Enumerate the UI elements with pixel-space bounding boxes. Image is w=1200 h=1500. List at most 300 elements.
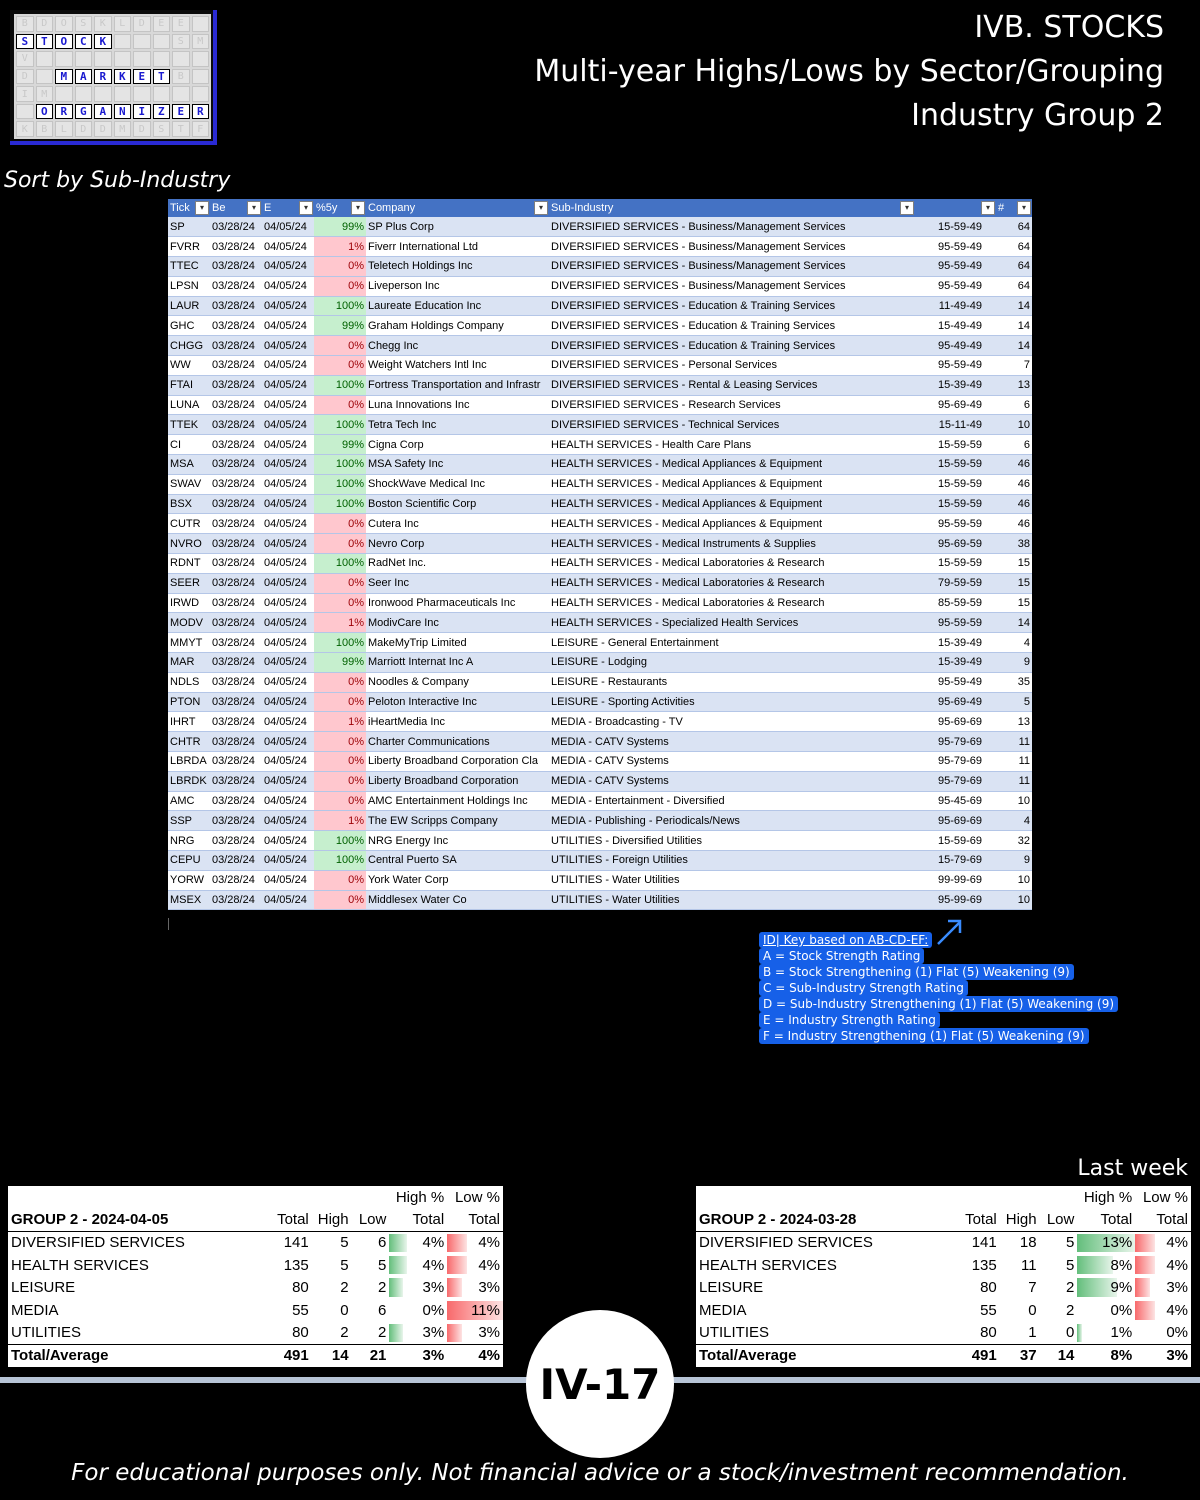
begin-date-cell: 03/28/24 [210,257,262,277]
logo-cell: D [133,16,151,32]
ticker-cell: FTAI [168,375,210,395]
ticker-cell: LBRDK [168,771,210,791]
id-key-cell: 15-39-49 [915,375,996,395]
logo-cell: A [94,104,112,120]
ticker-cell: LPSN [168,276,210,296]
company-cell: Liberty Broadband Corporation [366,771,549,791]
total-high: 37 [1000,1344,1040,1367]
total-count: 491 [262,1344,311,1367]
logo-cell: O [55,34,73,50]
company-cell: Charter Communications [366,732,549,752]
id-key-cell: 99-99-69 [915,870,996,890]
table-row [168,455,1032,475]
summary-header-row [8,1186,503,1209]
begin-date-cell: 03/28/24 [210,831,262,851]
id-key-cell: 15-59-49 [915,217,996,237]
column-header[interactable] [996,199,1032,217]
count-cell: 46 [996,474,1032,494]
low-pct-bar [1135,1254,1191,1277]
logo-cell: B [36,121,54,137]
id-key-cell: 11-49-49 [915,296,996,316]
percent-5y-cell: 99% [314,653,366,673]
sector-name: LEISURE [699,1279,764,1297]
end-date-cell: 04/05/24 [262,633,314,653]
sub-industry-cell: HEALTH SERVICES - Medical Appliances & Equipment [549,474,915,494]
low-pct-fill [447,1278,462,1297]
ticker-cell: TTEC [168,257,210,277]
summary-current [8,1186,503,1367]
ticker-cell: NDLS [168,672,210,692]
high-pct-header: High % [395,1188,445,1206]
count-cell: 14 [996,296,1032,316]
end-date-cell: 04/05/24 [262,692,314,712]
percent-5y-cell: 0% [314,573,366,593]
id-key-cell: 15-59-69 [915,831,996,851]
high-pct-bar [389,1254,447,1277]
low-pct-value: 4% [1166,1301,1188,1319]
table-row [168,296,1032,316]
sub-industry-cell: MEDIA - CATV Systems [549,732,915,752]
sub-industry-cell: UTILITIES - Water Utilities [549,890,915,910]
header-blank [8,1186,262,1209]
company-cell: Fortress Transportation and Infrastr [366,375,549,395]
company-cell: Nevro Corp [366,534,549,554]
count-cell: 14 [996,613,1032,633]
high-pct-bar [389,1299,447,1322]
count-cell: 46 [996,514,1032,534]
table-row [168,692,1032,712]
ticker-cell: CUTR [168,514,210,534]
count-cell: 10 [996,791,1032,811]
filter-dropdown-icon[interactable]: ▾ [299,201,313,215]
column-header-label: E [264,202,272,214]
percent-5y-cell: 0% [314,534,366,554]
ticker-cell: CI [168,435,210,455]
logo-cell: D [16,69,34,85]
filter-dropdown-icon[interactable]: ▾ [1017,201,1031,215]
begin-date-cell: 03/28/24 [210,296,262,316]
column-header[interactable] [210,199,262,217]
count-cell: 11 [996,732,1032,752]
ticker-cell: WW [168,356,210,376]
page-badge: IV-17 [526,1310,674,1458]
id-key-cell: 95-59-59 [915,613,996,633]
table-row [168,870,1032,890]
table-row [168,534,1032,554]
sub-industry-cell: LEISURE - Restaurants [549,672,915,692]
id-key-cell: 95-79-69 [915,771,996,791]
high-pct-value: 3% [422,1279,445,1297]
ticker-cell: SWAV [168,474,210,494]
sector-total: 135 [971,1256,997,1274]
begin-date-cell: 03/28/24 [210,494,262,514]
percent-5y-cell: 0% [314,336,366,356]
sub-industry-cell: DIVERSIFIED SERVICES - Business/Management Services [549,257,915,277]
filter-dropdown-icon[interactable]: ▾ [351,201,365,215]
low-pct-fill [1135,1234,1155,1252]
id-key-cell: 95-69-49 [915,395,996,415]
table-row [168,851,1032,871]
filter-dropdown-icon[interactable]: ▾ [534,201,548,215]
low-pct-value: 4% [478,1256,500,1274]
logo-cell: I [16,86,34,102]
total-low-pct: 3% [1135,1344,1191,1367]
end-date-cell: 04/05/24 [262,276,314,296]
logo-cell: S [16,34,34,50]
low-pct-total-header: Total [447,1209,503,1232]
sector-low: 6 [378,1301,387,1319]
begin-date-cell: 03/28/24 [210,870,262,890]
company-cell: Middlesex Water Co [366,890,549,910]
ticker-cell: RDNT [168,554,210,574]
high-pct-value: 4% [422,1234,445,1252]
sector-low: 5 [1066,1256,1075,1274]
percent-5y-cell: 100% [314,455,366,475]
sector-name: UTILITIES [11,1324,82,1342]
column-header[interactable] [915,199,996,217]
begin-date-cell: 03/28/24 [210,237,262,257]
count-cell: 38 [996,534,1032,554]
table-footer-gridlines [168,918,1032,930]
high-pct-fill [389,1278,402,1297]
low-pct-bar [447,1322,503,1345]
table-row [168,712,1032,732]
company-cell: Liveperson Inc [366,276,549,296]
low-pct-bar [447,1299,503,1322]
logo-cell: T [36,34,54,50]
sector-low: 0 [1066,1324,1075,1342]
filter-dropdown-icon[interactable]: ▾ [900,201,914,215]
logo-cell: N [114,104,132,120]
total-label: Total/Average [8,1344,262,1367]
title-line-3: Industry Group 2 [911,98,1164,133]
company-cell: NRG Energy Inc [366,831,549,851]
sub-industry-cell: MEDIA - Publishing - Periodicals/News [549,811,915,831]
sector-total: 141 [971,1234,997,1252]
logo-cell: I [133,104,151,120]
logo-cell: L [55,121,73,137]
ticker-cell: CHTR [168,732,210,752]
company-cell: Noodles & Company [366,672,549,692]
begin-date-cell: 03/28/24 [210,534,262,554]
ticker-cell: MODV [168,613,210,633]
logo-cell: K [94,34,112,50]
end-date-cell: 04/05/24 [262,455,314,475]
table-row [168,514,1032,534]
last-week-label: Last week [1077,1156,1188,1181]
begin-date-cell: 03/28/24 [210,455,262,475]
percent-5y-cell: 1% [314,613,366,633]
key-line: D = Sub-Industry Strengthening (1) Flat (5) Weakening (9) [759,996,1118,1012]
ticker-cell: SEER [168,573,210,593]
end-date-cell: 04/05/24 [262,435,314,455]
sort-label: Sort by Sub-Industry [4,168,231,193]
begin-date-cell: 03/28/24 [210,811,262,831]
summary-row [8,1299,503,1322]
count-cell: 64 [996,276,1032,296]
total-low: 14 [1040,1344,1078,1367]
begin-date-cell: 03/28/24 [210,375,262,395]
end-date-cell: 04/05/24 [262,217,314,237]
end-date-cell: 04/05/24 [262,237,314,257]
total-high-pct: 3% [389,1344,447,1367]
company-cell: Luna Innovations Inc [366,395,549,415]
id-key-cell: 15-11-49 [915,415,996,435]
sub-industry-cell: DIVERSIFIED SERVICES - Education & Training Services [549,336,915,356]
logo-cell [36,51,54,67]
end-date-cell: 04/05/24 [262,474,314,494]
table-row [168,375,1032,395]
sub-industry-cell: DIVERSIFIED SERVICES - Rental & Leasing Services [549,375,915,395]
id-key-cell: 95-69-49 [915,692,996,712]
percent-5y-cell: 99% [314,316,366,336]
sub-industry-cell: DIVERSIFIED SERVICES - Education & Training Services [549,316,915,336]
logo-cell: F [192,121,210,137]
table-row [168,415,1032,435]
column-header[interactable] [366,199,549,217]
summary-row [8,1254,503,1277]
begin-date-cell: 03/28/24 [210,712,262,732]
ticker-cell: CHGG [168,336,210,356]
logo-cell: S [153,121,171,137]
low-pct-header: Low % [1142,1188,1188,1206]
id-key-cell: 95-69-69 [915,712,996,732]
high-pct-value: 0% [1110,1301,1133,1319]
filter-dropdown-icon[interactable]: ▾ [247,201,261,215]
high-pct-value: 0% [422,1301,445,1319]
logo-cell [55,86,73,102]
company-cell: Ironwood Pharmaceuticals Inc [366,593,549,613]
logo-cell [114,86,132,102]
end-date-cell: 04/05/24 [262,316,314,336]
end-date-cell: 04/05/24 [262,534,314,554]
end-date-cell: 04/05/24 [262,732,314,752]
percent-5y-cell: 0% [314,870,366,890]
summary-header-row [696,1209,1191,1232]
table-row [168,890,1032,910]
logo-cell: R [94,69,112,85]
id-key-cell: 15-39-49 [915,633,996,653]
key-line: F = Industry Strengthening (1) Flat (5) Weakening (9) [759,1028,1089,1044]
logo-cell [172,86,190,102]
company-cell: Chegg Inc [366,336,549,356]
logo-cell [153,51,171,67]
logo-cell [192,86,210,102]
logo-cell: K [114,69,132,85]
logo-grid [14,14,211,139]
key-line: C = Sub-Industry Strength Rating [759,980,968,996]
id-key-cell: 95-59-59 [915,514,996,534]
sector-name: UTILITIES [699,1324,770,1342]
company-cell: SP Plus Corp [366,217,549,237]
column-header[interactable] [314,199,366,217]
ticker-cell: SSP [168,811,210,831]
low-pct-value: 4% [478,1234,500,1252]
summary-row [696,1254,1191,1277]
id-key-cell: 79-59-59 [915,573,996,593]
id-key-cell: 95-59-49 [915,356,996,376]
logo-cell: K [16,121,34,137]
logo-cell: S [172,34,190,50]
end-date-cell: 04/05/24 [262,653,314,673]
high-pct-total-header: Total [1077,1209,1135,1232]
ticker-cell: TTEK [168,415,210,435]
logo-cell: R [192,104,210,120]
count-cell: 10 [996,870,1032,890]
company-cell: Central Puerto SA [366,851,549,871]
column-header-label: %5y [316,202,338,214]
sector-low: 5 [1066,1234,1075,1252]
begin-date-cell: 03/28/24 [210,633,262,653]
logo-cell: E [172,16,190,32]
low-pct-value: 4% [1166,1234,1188,1252]
end-date-cell: 04/05/24 [262,356,314,376]
total-header: Total [262,1209,311,1232]
logo-cell: G [75,104,93,120]
sector-name: LEISURE [11,1279,76,1297]
column-header[interactable] [549,199,915,217]
high-pct-fill [1077,1324,1081,1342]
logo-cell: M [36,86,54,102]
percent-5y-cell: 100% [314,633,366,653]
logo-cell [153,34,171,50]
table-row [168,811,1032,831]
id-key-cell: 15-59-59 [915,554,996,574]
low-pct-bar [1135,1299,1191,1322]
logo-cell: O [55,16,73,32]
percent-5y-cell: 0% [314,593,366,613]
filter-dropdown-icon[interactable]: ▾ [195,201,209,215]
sector-total: 80 [980,1324,997,1342]
sub-industry-cell: UTILITIES - Diversified Utilities [549,831,915,851]
logo-cell: K [94,16,112,32]
count-cell: 5 [996,692,1032,712]
title-line-1: IVB. STOCKS [974,10,1164,45]
logo-cell: E [133,69,151,85]
company-cell: Seer Inc [366,573,549,593]
begin-date-cell: 03/28/24 [210,276,262,296]
end-date-cell: 04/05/24 [262,514,314,534]
end-date-cell: 04/05/24 [262,613,314,633]
summary-row [8,1322,503,1345]
sector-high: 11 [1021,1256,1037,1274]
summary-total-row [8,1344,503,1367]
low-header: Low [352,1209,390,1232]
company-cell: York Water Corp [366,870,549,890]
percent-5y-cell: 1% [314,712,366,732]
percent-5y-cell: 0% [314,791,366,811]
sector-high: 2 [340,1324,349,1342]
sub-industry-cell: HEALTH SERVICES - Medical Appliances & Equipment [549,494,915,514]
sector-name: HEALTH SERVICES [11,1256,149,1274]
table-row [168,791,1032,811]
logo-cell: D [133,121,151,137]
count-cell: 7 [996,356,1032,376]
high-pct-bar [389,1276,447,1299]
page-title [534,6,1164,138]
table-row [168,633,1032,653]
sub-industry-cell: UTILITIES - Foreign Utilities [549,851,915,871]
header-blank [1040,1186,1078,1209]
begin-date-cell: 03/28/24 [210,474,262,494]
logo-cell: D [75,121,93,137]
begin-date-cell: 03/28/24 [210,732,262,752]
begin-date-cell: 03/28/24 [210,554,262,574]
company-cell: Laureate Education Inc [366,296,549,316]
sector-name: DIVERSIFIED SERVICES [699,1234,873,1252]
high-pct-value: 8% [1110,1256,1133,1274]
begin-date-cell: 03/28/24 [210,771,262,791]
table-row [168,494,1032,514]
company-cell: Marriott Internat Inc A [366,653,549,673]
id-key-cell: 95-79-69 [915,752,996,772]
total-count: 491 [950,1344,999,1367]
count-cell: 9 [996,653,1032,673]
high-pct-fill [389,1324,402,1342]
percent-5y-cell: 100% [314,415,366,435]
count-cell: 11 [996,771,1032,791]
begin-date-cell: 03/28/24 [210,514,262,534]
total-header: Total [950,1209,999,1232]
sector-total: 141 [283,1234,309,1252]
sub-industry-cell: MEDIA - CATV Systems [549,771,915,791]
header-blank [312,1186,352,1209]
high-pct-fill [389,1234,407,1252]
column-header-label: Sub-Industry [551,202,614,214]
begin-date-cell: 03/28/24 [210,435,262,455]
low-pct-bar [447,1254,503,1277]
sector-high: 5 [340,1234,349,1252]
logo-cell: O [36,104,54,120]
end-date-cell: 04/05/24 [262,336,314,356]
id-key-cell: 15-59-59 [915,435,996,455]
summary-title: GROUP 2 - 2024-03-28 [696,1209,950,1232]
sector-low: 2 [1066,1301,1075,1319]
logo-cell [192,51,210,67]
logo-cell [16,104,34,120]
end-date-cell: 04/05/24 [262,870,314,890]
sector-total: 80 [292,1324,309,1342]
count-cell: 10 [996,415,1032,435]
high-pct-fill [1077,1256,1113,1275]
percent-5y-cell: 0% [314,672,366,692]
end-date-cell: 04/05/24 [262,672,314,692]
count-cell: 32 [996,831,1032,851]
sub-industry-cell: MEDIA - CATV Systems [549,752,915,772]
column-header[interactable] [168,199,210,217]
sub-industry-cell: HEALTH SERVICES - Medical Appliances & Equipment [549,514,915,534]
percent-5y-cell: 0% [314,395,366,415]
begin-date-cell: 03/28/24 [210,336,262,356]
end-date-cell: 04/05/24 [262,494,314,514]
begin-date-cell: 03/28/24 [210,692,262,712]
column-header[interactable] [262,199,314,217]
high-pct-bar [1077,1254,1135,1277]
begin-date-cell: 03/28/24 [210,217,262,237]
percent-5y-cell: 99% [314,435,366,455]
end-date-cell: 04/05/24 [262,831,314,851]
filter-dropdown-icon[interactable]: ▾ [981,201,995,215]
logo-cell [172,51,190,67]
logo-cell [94,86,112,102]
summary-row [696,1322,1191,1345]
logo-cell [75,51,93,67]
sector-low: 5 [378,1256,387,1274]
percent-5y-cell: 1% [314,237,366,257]
begin-date-cell: 03/28/24 [210,593,262,613]
logo-cell [114,51,132,67]
logo-cell: T [172,121,190,137]
